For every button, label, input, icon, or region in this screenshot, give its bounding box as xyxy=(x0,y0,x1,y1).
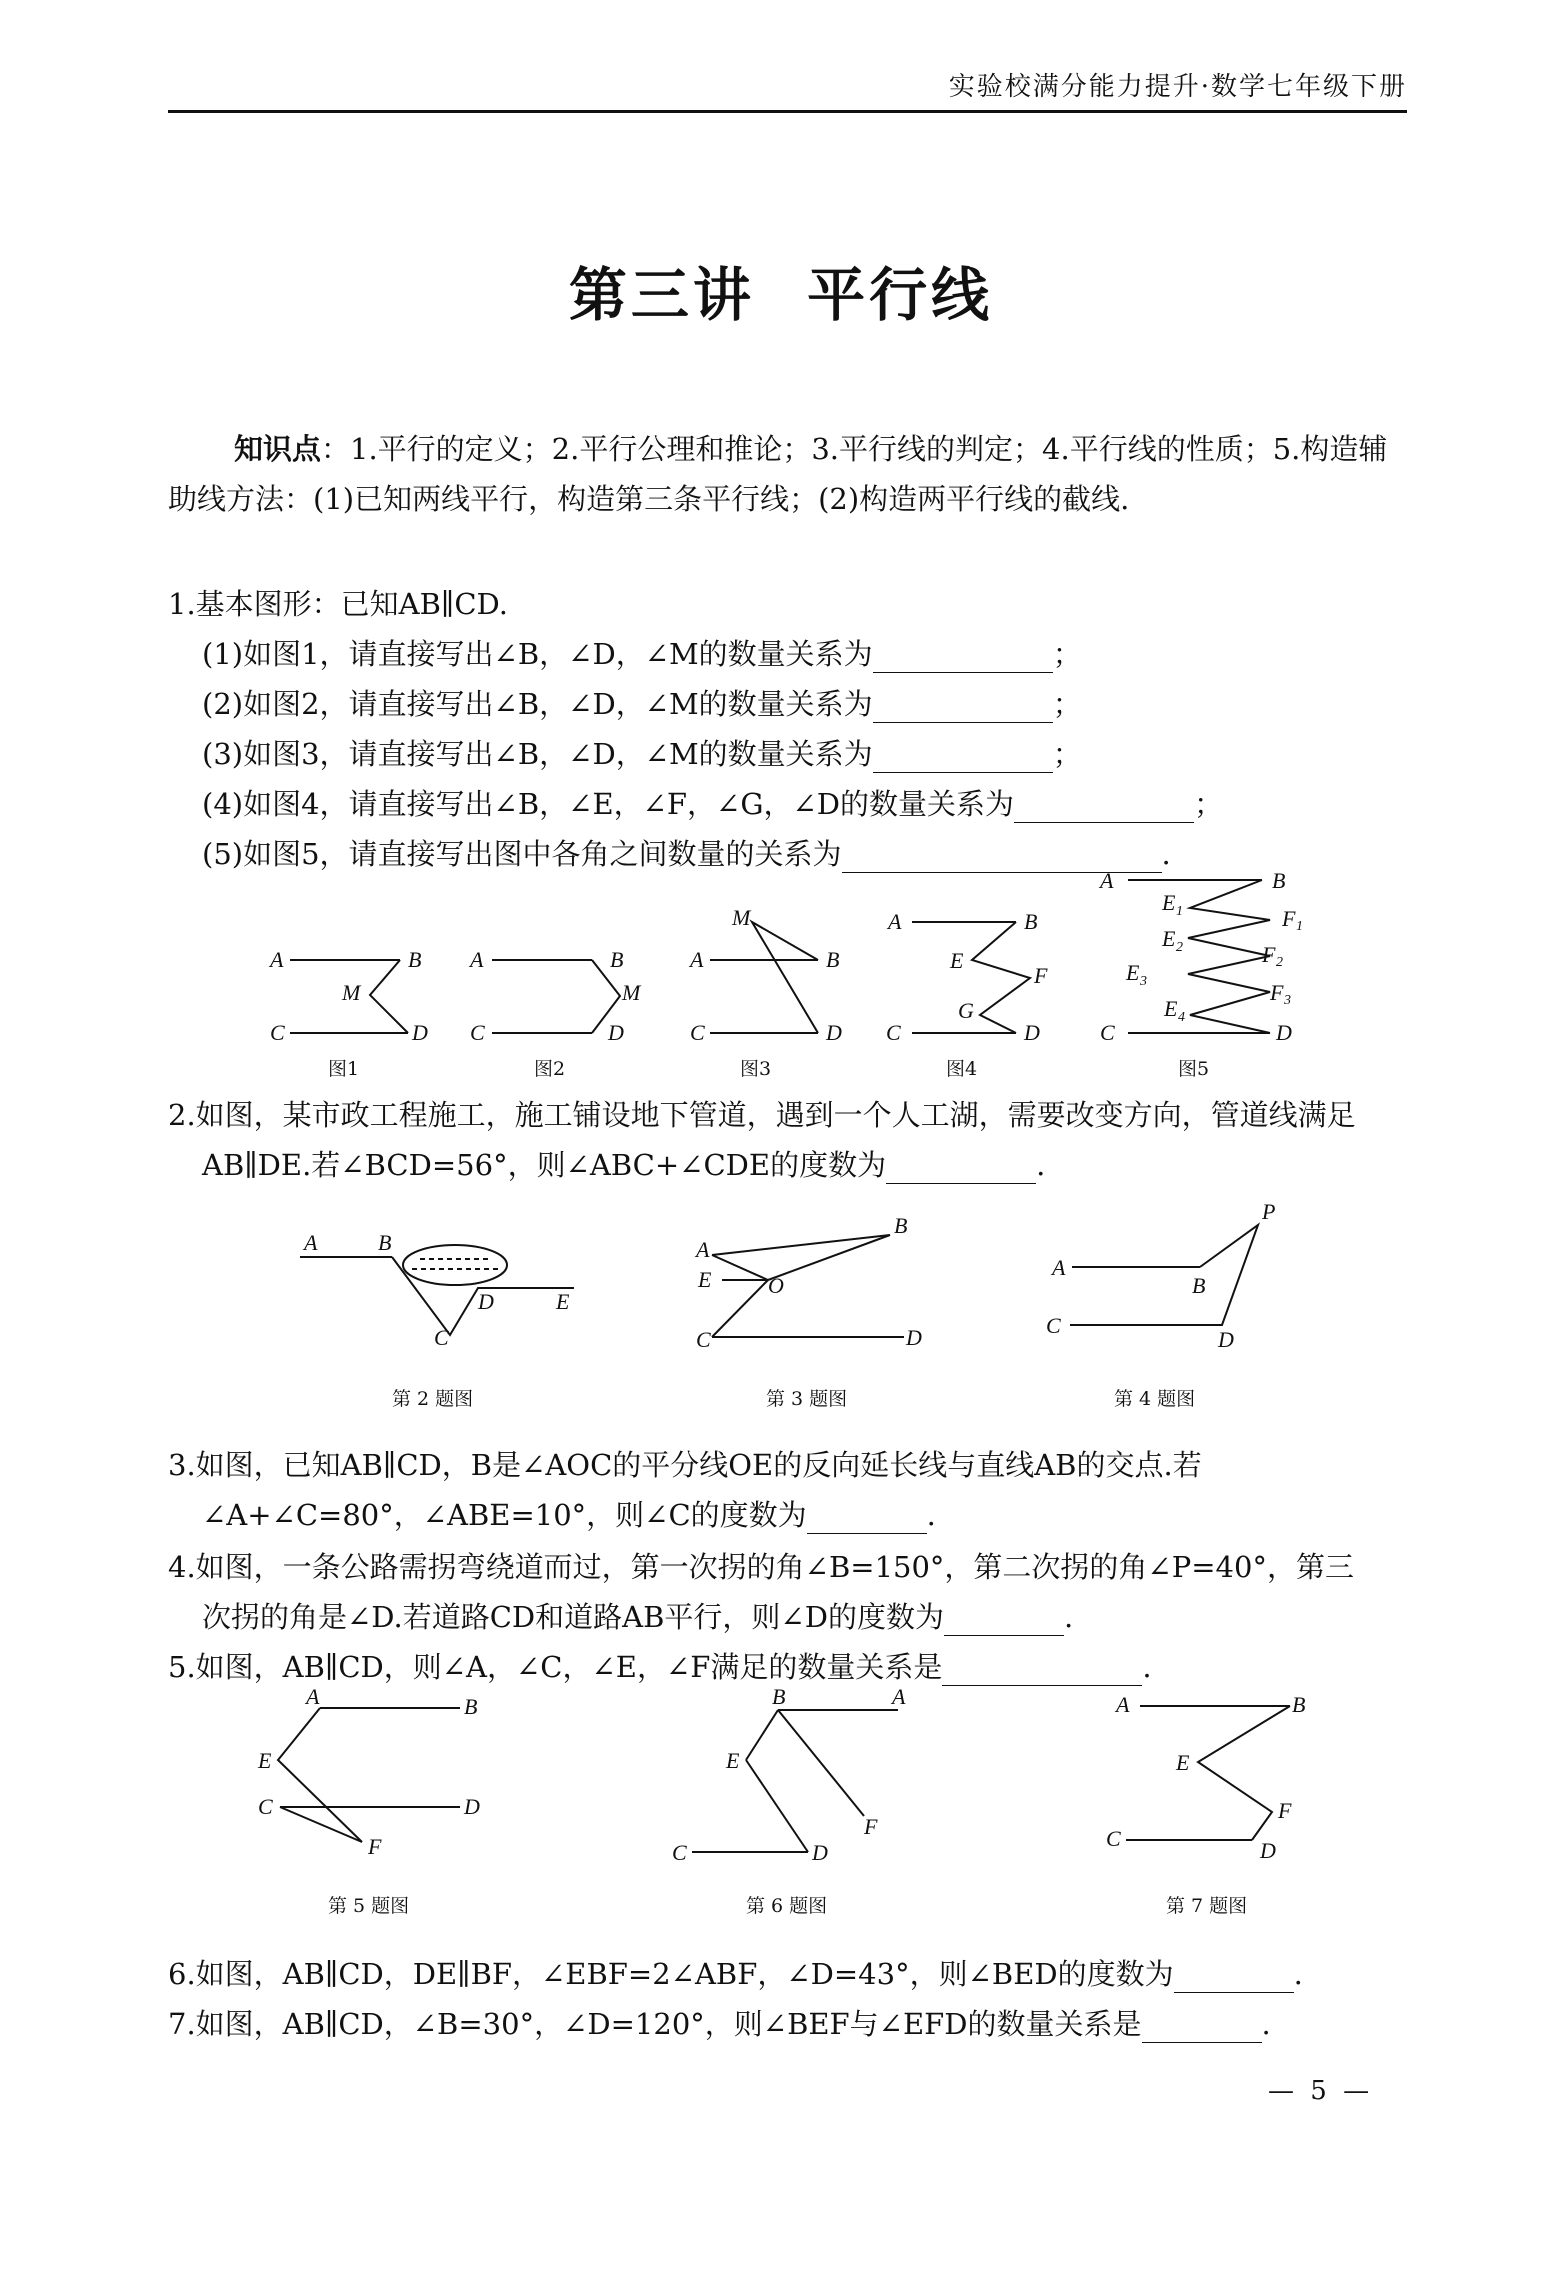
svg-text:C: C xyxy=(696,1327,711,1352)
svg-text:A: A xyxy=(892,1684,906,1709)
svg-text:2: 2 xyxy=(1276,955,1283,970)
header-rule xyxy=(168,110,1407,113)
answer-blank[interactable] xyxy=(807,1503,927,1534)
figure-5-caption: 图5 xyxy=(1178,1058,1210,1080)
lecture-title: 第三讲 平行线 xyxy=(568,261,994,329)
svg-text:3: 3 xyxy=(1284,993,1291,1008)
svg-text:A: A xyxy=(1100,868,1114,893)
svg-text:B: B xyxy=(894,1213,908,1238)
page-number: — 5 — xyxy=(1268,2076,1374,2106)
answer-blank[interactable] xyxy=(1142,2012,1262,2043)
knowledge-text: ：1.平行的定义；2.平行公理和推论；3.平行线的判定；4.平行线的性质；5.构造辅助线方法：(1)已知两线平行，构造第三条平行线；(2)构造两平行线的截线. xyxy=(168,432,1388,516)
svg-text:A: A xyxy=(306,1684,320,1709)
answer-blank[interactable] xyxy=(1014,792,1194,823)
figure-5 xyxy=(1098,868,1303,1080)
svg-text:E: E xyxy=(726,1748,740,1773)
svg-text:F: F xyxy=(368,1834,382,1859)
knowledge-label: 知识点 xyxy=(234,432,322,466)
answer-blank[interactable] xyxy=(842,842,1162,873)
figure-4-caption: 图4 xyxy=(946,1058,978,1080)
svg-text:E: E xyxy=(1176,1750,1190,1775)
q3-line-2: ∠A+∠C=80°，∠ABE=10°，则∠C的度数为 . xyxy=(202,1498,936,1532)
svg-text:2: 2 xyxy=(1176,940,1183,955)
q1-part-4: (4)如图4，请直接写出∠B，∠E，∠F，∠G，∠D的数量关系为 ； xyxy=(202,787,1224,821)
figure-q6 xyxy=(672,1684,906,1917)
figure-1 xyxy=(268,947,428,1080)
svg-text:F: F xyxy=(1262,942,1276,967)
svg-text:B: B xyxy=(464,1694,478,1719)
answer-blank[interactable] xyxy=(942,1655,1142,1686)
svg-text:D: D xyxy=(906,1325,922,1350)
q3-line-1: 3.如图，已知AB∥CD，B是∠AOC的平分线OE的反向延长线与直线AB的交点.若 xyxy=(168,1448,1202,1482)
svg-text:E: E xyxy=(1164,996,1178,1021)
svg-text:C: C xyxy=(1100,1020,1115,1045)
svg-text:1: 1 xyxy=(1296,919,1303,934)
svg-text:C: C xyxy=(470,1020,485,1045)
q4-line-2: 次拐的角是∠D.若道路CD和道路AB平行，则∠D的度数为 . xyxy=(202,1600,1074,1634)
svg-text:E: E xyxy=(1162,926,1176,951)
answer-blank[interactable] xyxy=(873,642,1053,673)
figure-q7 xyxy=(1106,1692,1305,1917)
figure-q3 xyxy=(694,1213,922,1410)
svg-text:B: B xyxy=(1272,868,1286,893)
answer-blank[interactable] xyxy=(944,1605,1064,1636)
svg-text:C: C xyxy=(1046,1313,1061,1338)
svg-text:C: C xyxy=(690,1020,705,1045)
svg-text:E: E xyxy=(950,948,964,973)
svg-text:C: C xyxy=(270,1020,285,1045)
svg-text:C: C xyxy=(1106,1826,1121,1851)
svg-text:4: 4 xyxy=(1178,1010,1185,1025)
figure-q6-caption: 第 6 题图 xyxy=(746,1895,828,1917)
svg-text:D: D xyxy=(826,1020,842,1045)
q1-part-2: (2)如图2，请直接写出∠B，∠D，∠M的数量关系为 ； xyxy=(202,687,1082,721)
answer-blank[interactable] xyxy=(873,742,1053,773)
svg-text:A: A xyxy=(690,947,704,972)
svg-text:A: A xyxy=(696,1237,710,1262)
q7-line-1: 7.如图，AB∥CD，∠B=30°，∠D=120°，则∠BEF与∠EFD的数量关系是 . xyxy=(168,2007,1271,2041)
q6-line-1: 6.如图，AB∥CD，DE∥BF，∠EBF=2∠ABF，∠D=43°，则∠BED的度数为 . xyxy=(168,1957,1303,1991)
svg-text:B: B xyxy=(378,1230,392,1255)
answer-blank[interactable] xyxy=(873,692,1053,723)
svg-text:A: A xyxy=(270,947,284,972)
q2-line-2: AB∥DE.若∠BCD=56°，则∠ABC+∠CDE的度数为 . xyxy=(202,1148,1046,1182)
knowledge-points xyxy=(168,424,1408,524)
figure-1-caption: 图1 xyxy=(328,1058,360,1080)
svg-text:B: B xyxy=(826,947,840,972)
svg-text:D: D xyxy=(608,1020,624,1045)
svg-text:B: B xyxy=(610,947,624,972)
svg-text:D: D xyxy=(1218,1327,1234,1352)
svg-text:F: F xyxy=(864,1814,878,1839)
q2-line-1: 2.如图，某市政工程施工，施工铺设地下管道，遇到一个人工湖，需要改变方向，管道线满足 xyxy=(168,1098,1356,1132)
q5-line-1: 5.如图，AB∥CD，则∠A，∠C，∠E，∠F满足的数量关系是 . xyxy=(168,1650,1152,1684)
svg-text:D: D xyxy=(478,1289,494,1314)
svg-text:A: A xyxy=(1052,1255,1066,1280)
svg-text:F: F xyxy=(1282,906,1296,931)
svg-text:E: E xyxy=(1162,890,1176,915)
figure-q2 xyxy=(300,1230,574,1410)
figures-q5-q7 xyxy=(0,1684,1562,1930)
figure-q2-caption: 第 2 题图 xyxy=(392,1388,474,1410)
svg-text:A: A xyxy=(888,909,902,934)
svg-text:B: B xyxy=(772,1684,786,1709)
svg-text:E: E xyxy=(1126,960,1140,985)
figure-q3-caption: 第 3 题图 xyxy=(766,1388,848,1410)
running-header: 实验校满分能力提升·数学七年级下册 xyxy=(948,72,1407,102)
figure-q5 xyxy=(257,1684,480,1917)
svg-text:E: E xyxy=(556,1289,570,1314)
svg-text:G: G xyxy=(958,998,974,1023)
svg-text:D: D xyxy=(1260,1838,1276,1863)
svg-text:F: F xyxy=(1270,980,1284,1005)
svg-text:E: E xyxy=(258,1748,272,1773)
svg-text:3: 3 xyxy=(1140,974,1147,989)
figure-2 xyxy=(468,947,642,1080)
figure-4 xyxy=(886,909,1048,1080)
svg-text:D: D xyxy=(1024,1020,1040,1045)
figure-q5-caption: 第 5 题图 xyxy=(328,1895,410,1917)
svg-text:F: F xyxy=(1278,1798,1292,1823)
figure-3-caption: 图3 xyxy=(740,1058,772,1080)
svg-text:M: M xyxy=(732,905,751,930)
svg-text:P: P xyxy=(1262,1199,1276,1224)
svg-text:A: A xyxy=(1116,1692,1130,1717)
svg-text:M: M xyxy=(622,980,641,1005)
figure-q4 xyxy=(1046,1199,1275,1410)
svg-text:A: A xyxy=(304,1230,318,1255)
figure-q7-caption: 第 7 题图 xyxy=(1166,1895,1248,1917)
answer-blank[interactable] xyxy=(1174,1962,1294,1993)
svg-text:E: E xyxy=(698,1267,712,1292)
answer-blank[interactable] xyxy=(886,1153,1036,1184)
q1-part-3: (3)如图3，请直接写出∠B，∠D，∠M的数量关系为 ； xyxy=(202,737,1082,771)
svg-text:B: B xyxy=(1192,1273,1206,1298)
figures-q1 xyxy=(0,870,1562,1090)
svg-text:1: 1 xyxy=(1176,904,1183,919)
svg-text:C: C xyxy=(672,1840,687,1865)
figures-q2-q4 xyxy=(0,1195,1562,1415)
q4-line-1: 4.如图，一条公路需拐弯绕道而过，第一次拐的角∠B=150°，第二次拐的角∠P=40°，第三 xyxy=(168,1550,1354,1584)
q1-part-5: (5)如图5，请直接写出图中各角之间数量的关系为 . xyxy=(202,837,1171,871)
svg-text:F: F xyxy=(1034,963,1048,988)
svg-text:D: D xyxy=(464,1794,480,1819)
svg-text:C: C xyxy=(258,1794,273,1819)
svg-text:M: M xyxy=(342,980,361,1005)
figure-3 xyxy=(688,905,842,1080)
svg-text:D: D xyxy=(1276,1020,1292,1045)
svg-text:D: D xyxy=(812,1840,828,1865)
figure-2-caption: 图2 xyxy=(534,1058,566,1080)
svg-text:A: A xyxy=(470,947,484,972)
svg-text:D: D xyxy=(412,1020,428,1045)
svg-text:B: B xyxy=(1292,1692,1306,1717)
q1-part-1: (1)如图1，请直接写出∠B，∠D，∠M的数量关系为 ； xyxy=(202,637,1082,671)
svg-text:C: C xyxy=(886,1020,901,1045)
svg-text:C: C xyxy=(434,1325,449,1350)
svg-text:O: O xyxy=(768,1273,784,1298)
figure-q4-caption: 第 4 题图 xyxy=(1114,1388,1196,1410)
q1-stem: 1.基本图形：已知AB∥CD. xyxy=(168,587,508,621)
svg-text:B: B xyxy=(1024,909,1038,934)
svg-text:B: B xyxy=(408,947,422,972)
